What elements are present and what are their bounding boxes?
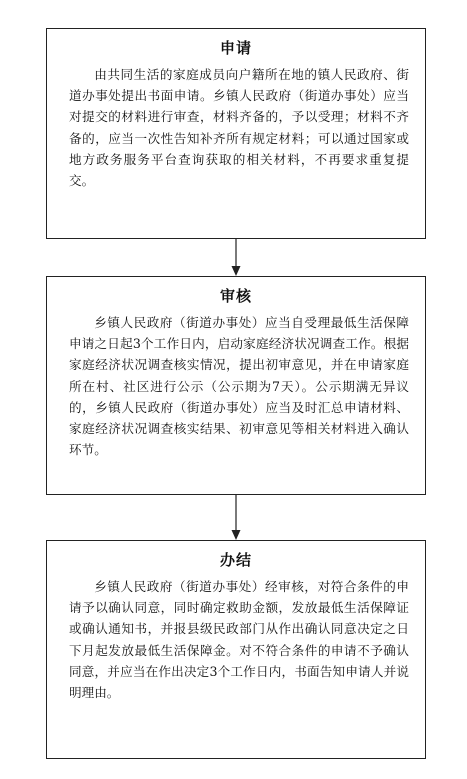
step-box-review	[46, 276, 426, 495]
arrow-apply-to-review	[232, 239, 241, 276]
step-title-review: 审核	[219, 287, 252, 305]
step-body-review: 乡镇人民政府（街道办事处）应当自受理最低生活保障申请之日起3个工作日内，启动家庭经济状况调查工作。根据家庭经济状况调查核实情况，提出初审意见，并在申请家庭所在村、社区进行公示（公示期为7天）。公示期满无异议的，乡镇人民政府（街道办事处）应当及时汇总申请材料、家庭经济状况调查核实结果、初审意见等相关材料进入确认环节。	[69, 315, 409, 458]
step-body-complete: 乡镇人民政府（街道办事处）经审核，对符合条件的申请予以确认同意，同时确定救助金额，发放最低生活保障证或确认通知书，并报县级民政部门从作出确认同意决定之日下月起发放最低生活保障金。对不符合条件的申请不予确认同意，并应当在作出决定3个工作日内，书面告知申请人并说明理由。	[69, 579, 409, 701]
step-body-apply: 由共同生活的家庭成员向户籍所在地的镇人民政府、街道办事处提出书面申请。乡镇人民政府（街道办事处）应当对提交的材料进行审查，材料齐备的，予以受理；材料不齐备的，应当一次性告知补齐所有规定材料；可以通过国家或地方政务服务平台查询获取的相关材料，不再要求重复提交。	[69, 67, 409, 189]
arrow-review-to-complete	[232, 495, 241, 540]
step-title-complete: 办结	[219, 551, 252, 569]
step-title-apply: 申请	[219, 39, 252, 57]
step-box-complete	[46, 540, 426, 759]
